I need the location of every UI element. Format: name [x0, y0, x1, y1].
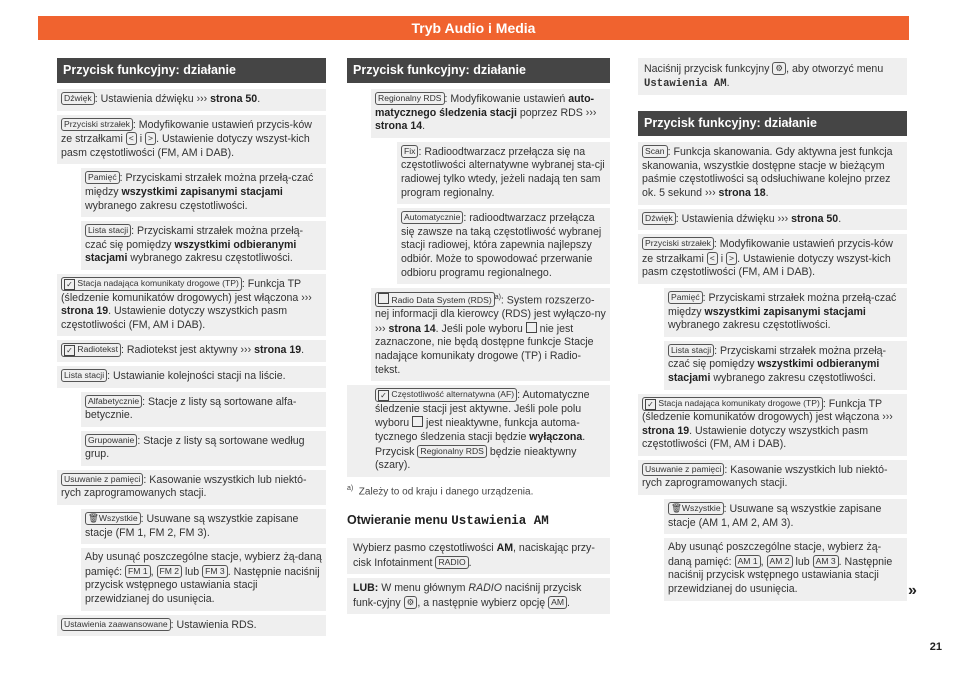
table-row: Ustawienia zaawansowane : Ustawienia RDS. [57, 615, 326, 637]
function-button-label: Pamięć [85, 171, 120, 184]
settings-icon: ⚙ [772, 62, 786, 75]
checked-checkbox-icon: ✓ [64, 279, 75, 290]
function-button-label: Fix [401, 145, 418, 158]
table-row: Fix : Radioodtwarzacz przełącza się na częstotliwości alternatywne wybranej sta-cji radiowej tylko wtedy, jeżeli nadają ten sam program regionalny. [397, 142, 610, 204]
table-row: Przyciski strzałek : Modyfikowanie ustawień przycis-ków ze strzałkami < i > . Ustawienie dotyczy wszyst-kich pasm częstotliwości (FM, AM i DAB). [638, 234, 907, 284]
table-row: Scan : Funkcja skanowania. Gdy aktywna jest funkcja skanowania, wszystkie dostępne stacje w bieżącym paśmie częstotliwości są odsłuchiwane kolejno przez ok. 5 sekund ››› strona 18. [638, 142, 907, 204]
table-row: Aby usunąć poszczególne stacje, wybierz żą-daną pamięć: FM 1 , FM 2 lub FM 3 . Następnie naciśnij przycisk wstępnego ustawiania stacji przewidzianej do usunięcia. [81, 548, 326, 610]
table-row: Usuwanie z pamięci : Kasowanie wszystkich lub niektó-rych zaprogramowanych stacji. [638, 460, 907, 495]
arrow-key-left-icon: < [707, 252, 718, 265]
table-row: ✓ Radiotekst : Radiotekst jest aktywny ››› strona 19. [57, 340, 326, 362]
table-row: ✓ Stacja nadająca komunikaty drogowe (TP) : Funkcja TP (śledzenie komunikatów drogowych) jest włączona ››› strona 19. Ustawienie dotyczy wszystkich pasm częstotliwości (FM, AM i DAB). [57, 274, 326, 336]
table-row: Lista stacji : Przyciskami strzałek można przełą-czać się pomiędzy wszystkimi odbieranymi stacjami wybranego zakresu częstotliwości. [81, 221, 326, 270]
arrow-key-right-icon: > [726, 252, 737, 265]
unchecked-checkbox-icon [412, 416, 423, 427]
step-row: LUB: W menu głównym RADIO naciśnij przycisk funk-cyjny ⚙ , a następnie wybierz opcję AM . [347, 578, 610, 614]
step-row: Wybierz pasmo częstotliwości AM, naciskając przy-cisk Infotainment RADIO . [347, 538, 610, 574]
function-button-label: Dźwięk [642, 212, 676, 225]
function-button-label: Usuwanie z pamięci [642, 463, 724, 476]
subheading: Otwieranie menu Ustawienia AM [347, 513, 549, 529]
table-row: Pamięć : Przyciskami strzałek można przełą-czać między wszystkimi zapisanymi stacjami wybranego zakresu częstotliwości. [81, 168, 326, 217]
unchecked-checkbox-icon [378, 293, 389, 304]
function-button-label: Automatycznie [401, 211, 463, 224]
table-row: ✓ Częstotliwość alternatywna (AF) : Automatyczne śledzenie stacji jest aktywne. Jeśli pole polu wyboru jest nieaktywne, funkcja automa-tycznego śledzenia stacji będzie wyłączona. Przycisk Regionalny RDS będzie nieaktywny (szary). [347, 385, 610, 477]
function-button-label: ✓ Stacja nadająca komunikaty drogowe (TP) [642, 397, 823, 411]
function-button-label: Alfabetycznie [85, 395, 142, 408]
am-key: AM [548, 596, 567, 609]
table-row: Aby usunąć poszczególne stacje, wybierz żą-daną pamięć: AM 1 , AM 2 lub AM 3 . Następnie naciśnij przycisk wstępnego ustawiania stacji przewidzianej do usunięcia. [664, 538, 907, 600]
function-button-label: ✓ Częstotliwość alternatywna (AF) [375, 388, 517, 402]
footnote: $^{a)}$ Zależy to od kraju i danego urządzenia. [347, 484, 534, 498]
function-button-label: Grupowanie [85, 434, 137, 447]
function-button-label: Ustawienia zaawansowane [61, 618, 171, 631]
column-3 [638, 58, 907, 605]
function-button-label: 🗑Wszystkie [668, 502, 724, 515]
preset-key: FM 2 [157, 565, 183, 578]
settings-icon: ⚙ [404, 596, 418, 609]
continue-arrow-icon: » [908, 582, 917, 599]
page-number: 21 [929, 641, 942, 653]
function-button-label: Usuwanie z pamięci [61, 473, 143, 486]
function-button-label: Pamięć [668, 291, 703, 304]
section-header: Przycisk funkcyjny: działanie [347, 58, 610, 83]
function-button-label: Lista stacji [668, 344, 714, 357]
function-button-label: ✓ Stacja nadająca komunikaty drogowe (TP) [61, 277, 242, 291]
table-row: Radio Data System (RDS) $^{a)}$: System rozszerzo-nej informacji dla kierowcy (RDS) jest wyłączo-ny ››› strona 14. Jeśli pole wyboru nie jest zaznaczone, nie będą dostępne funkcje Stacje nadające komunikaty drogowe (TP) i Radio-tekst. [371, 288, 610, 381]
table-row: Przyciski strzałek : Modyfikowanie ustawień przycis-ków ze strzałkami < i > . Ustawienie dotyczy wszyst-kich pasm częstotliwości (FM, AM i DAB). [57, 115, 326, 165]
trash-icon: 🗑 [671, 503, 682, 514]
checked-checkbox-icon: ✓ [378, 390, 389, 401]
arrow-key-left-icon: < [126, 132, 137, 145]
table-row: Lista stacji : Ustawianie kolejności stacji na liście. [57, 366, 326, 388]
arrow-key-right-icon: > [145, 132, 156, 145]
section-header: Przycisk funkcyjny: działanie [57, 58, 326, 83]
preset-key: FM 1 [125, 565, 151, 578]
table-row: Dźwięk : Ustawienia dźwięku ››› strona 50. [57, 89, 326, 111]
radio-key: RADIO [435, 556, 468, 569]
table-row: Regionalny RDS : Modyfikowanie ustawień auto-matycznego śledzenia stacji poprzez RDS ››› strona 14. [371, 89, 610, 138]
function-button-label: ✓ Radiotekst [61, 343, 121, 357]
column-1 [57, 58, 326, 640]
function-button-label: Lista stacji [85, 224, 131, 237]
table-row: 🗑Wszystkie : Usuwane są wszystkie zapisane stacje (AM 1, AM 2, AM 3). [664, 499, 907, 534]
table-row: Grupowanie : Stacje z listy są sortowane według grup. [81, 431, 326, 466]
trash-icon: 🗑 [88, 513, 99, 524]
checked-checkbox-icon: ✓ [64, 345, 75, 356]
table-row: Dźwięk : Ustawienia dźwięku ››› strona 50. [638, 209, 907, 231]
table-row: ✓ Stacja nadająca komunikaty drogowe (TP) : Funkcja TP (śledzenie komunikatów drogowych) jest włączona ››› strona 19. Ustawienie dotyczy wszystkich pasm częstotliwości (FM, AM i DAB). [638, 394, 907, 456]
preset-key: AM 3 [813, 555, 839, 568]
function-button-label: Scan [642, 145, 668, 158]
function-button-label: Przyciski strzałek [61, 118, 133, 131]
intro-row: Naciśnij przycisk funkcyjny ⚙ , aby otworzyć menu Ustawienia AM. [638, 58, 907, 95]
function-button-label: 🗑Wszystkie [85, 512, 141, 525]
function-button-label: Radio Data System (RDS) [375, 292, 495, 307]
function-button-label: Lista stacji [61, 369, 107, 382]
function-button-label: Dźwięk [61, 92, 95, 105]
unchecked-checkbox-icon [526, 322, 537, 333]
checked-checkbox-icon: ✓ [645, 399, 656, 410]
table-row: Pamięć : Przyciskami strzałek można przełą-czać między wszystkimi zapisanymi stacjami wybranego zakresu częstotliwości. [664, 288, 907, 337]
column-2 [347, 58, 610, 618]
preset-key: AM 2 [767, 555, 793, 568]
chapter-banner: Tryb Audio i Media [38, 16, 909, 40]
function-button-label: Regionalny RDS [417, 445, 487, 458]
preset-key: FM 3 [202, 565, 228, 578]
table-row: 🗑Wszystkie : Usuwane są wszystkie zapisane stacje (FM 1, FM 2, FM 3). [81, 509, 326, 544]
table-row: Usuwanie z pamięci : Kasowanie wszystkich lub niektó-rych zaprogramowanych stacji. [57, 470, 326, 505]
section-header: Przycisk funkcyjny: działanie [638, 111, 907, 136]
table-row: Lista stacji : Przyciskami strzałek można przełą-czać się pomiędzy wszystkimi odbieranymi stacjami wybranego zakresu częstotliwości. [664, 341, 907, 390]
function-button-label: Przyciski strzałek [642, 237, 714, 250]
function-button-label: Regionalny RDS [375, 92, 445, 105]
table-row: Automatycznie : radioodtwarzacz przełącza się zawsze na taką częstotliwość wybranej stacji radiowej, która zapewnia najlepszy odbiór. Może to spowodować przerwanie odbioru programu regionalnego. [397, 208, 610, 284]
table-row: Alfabetycznie : Stacje z listy są sortowane alfa-betycznie. [81, 392, 326, 427]
preset-key: AM 1 [735, 555, 761, 568]
